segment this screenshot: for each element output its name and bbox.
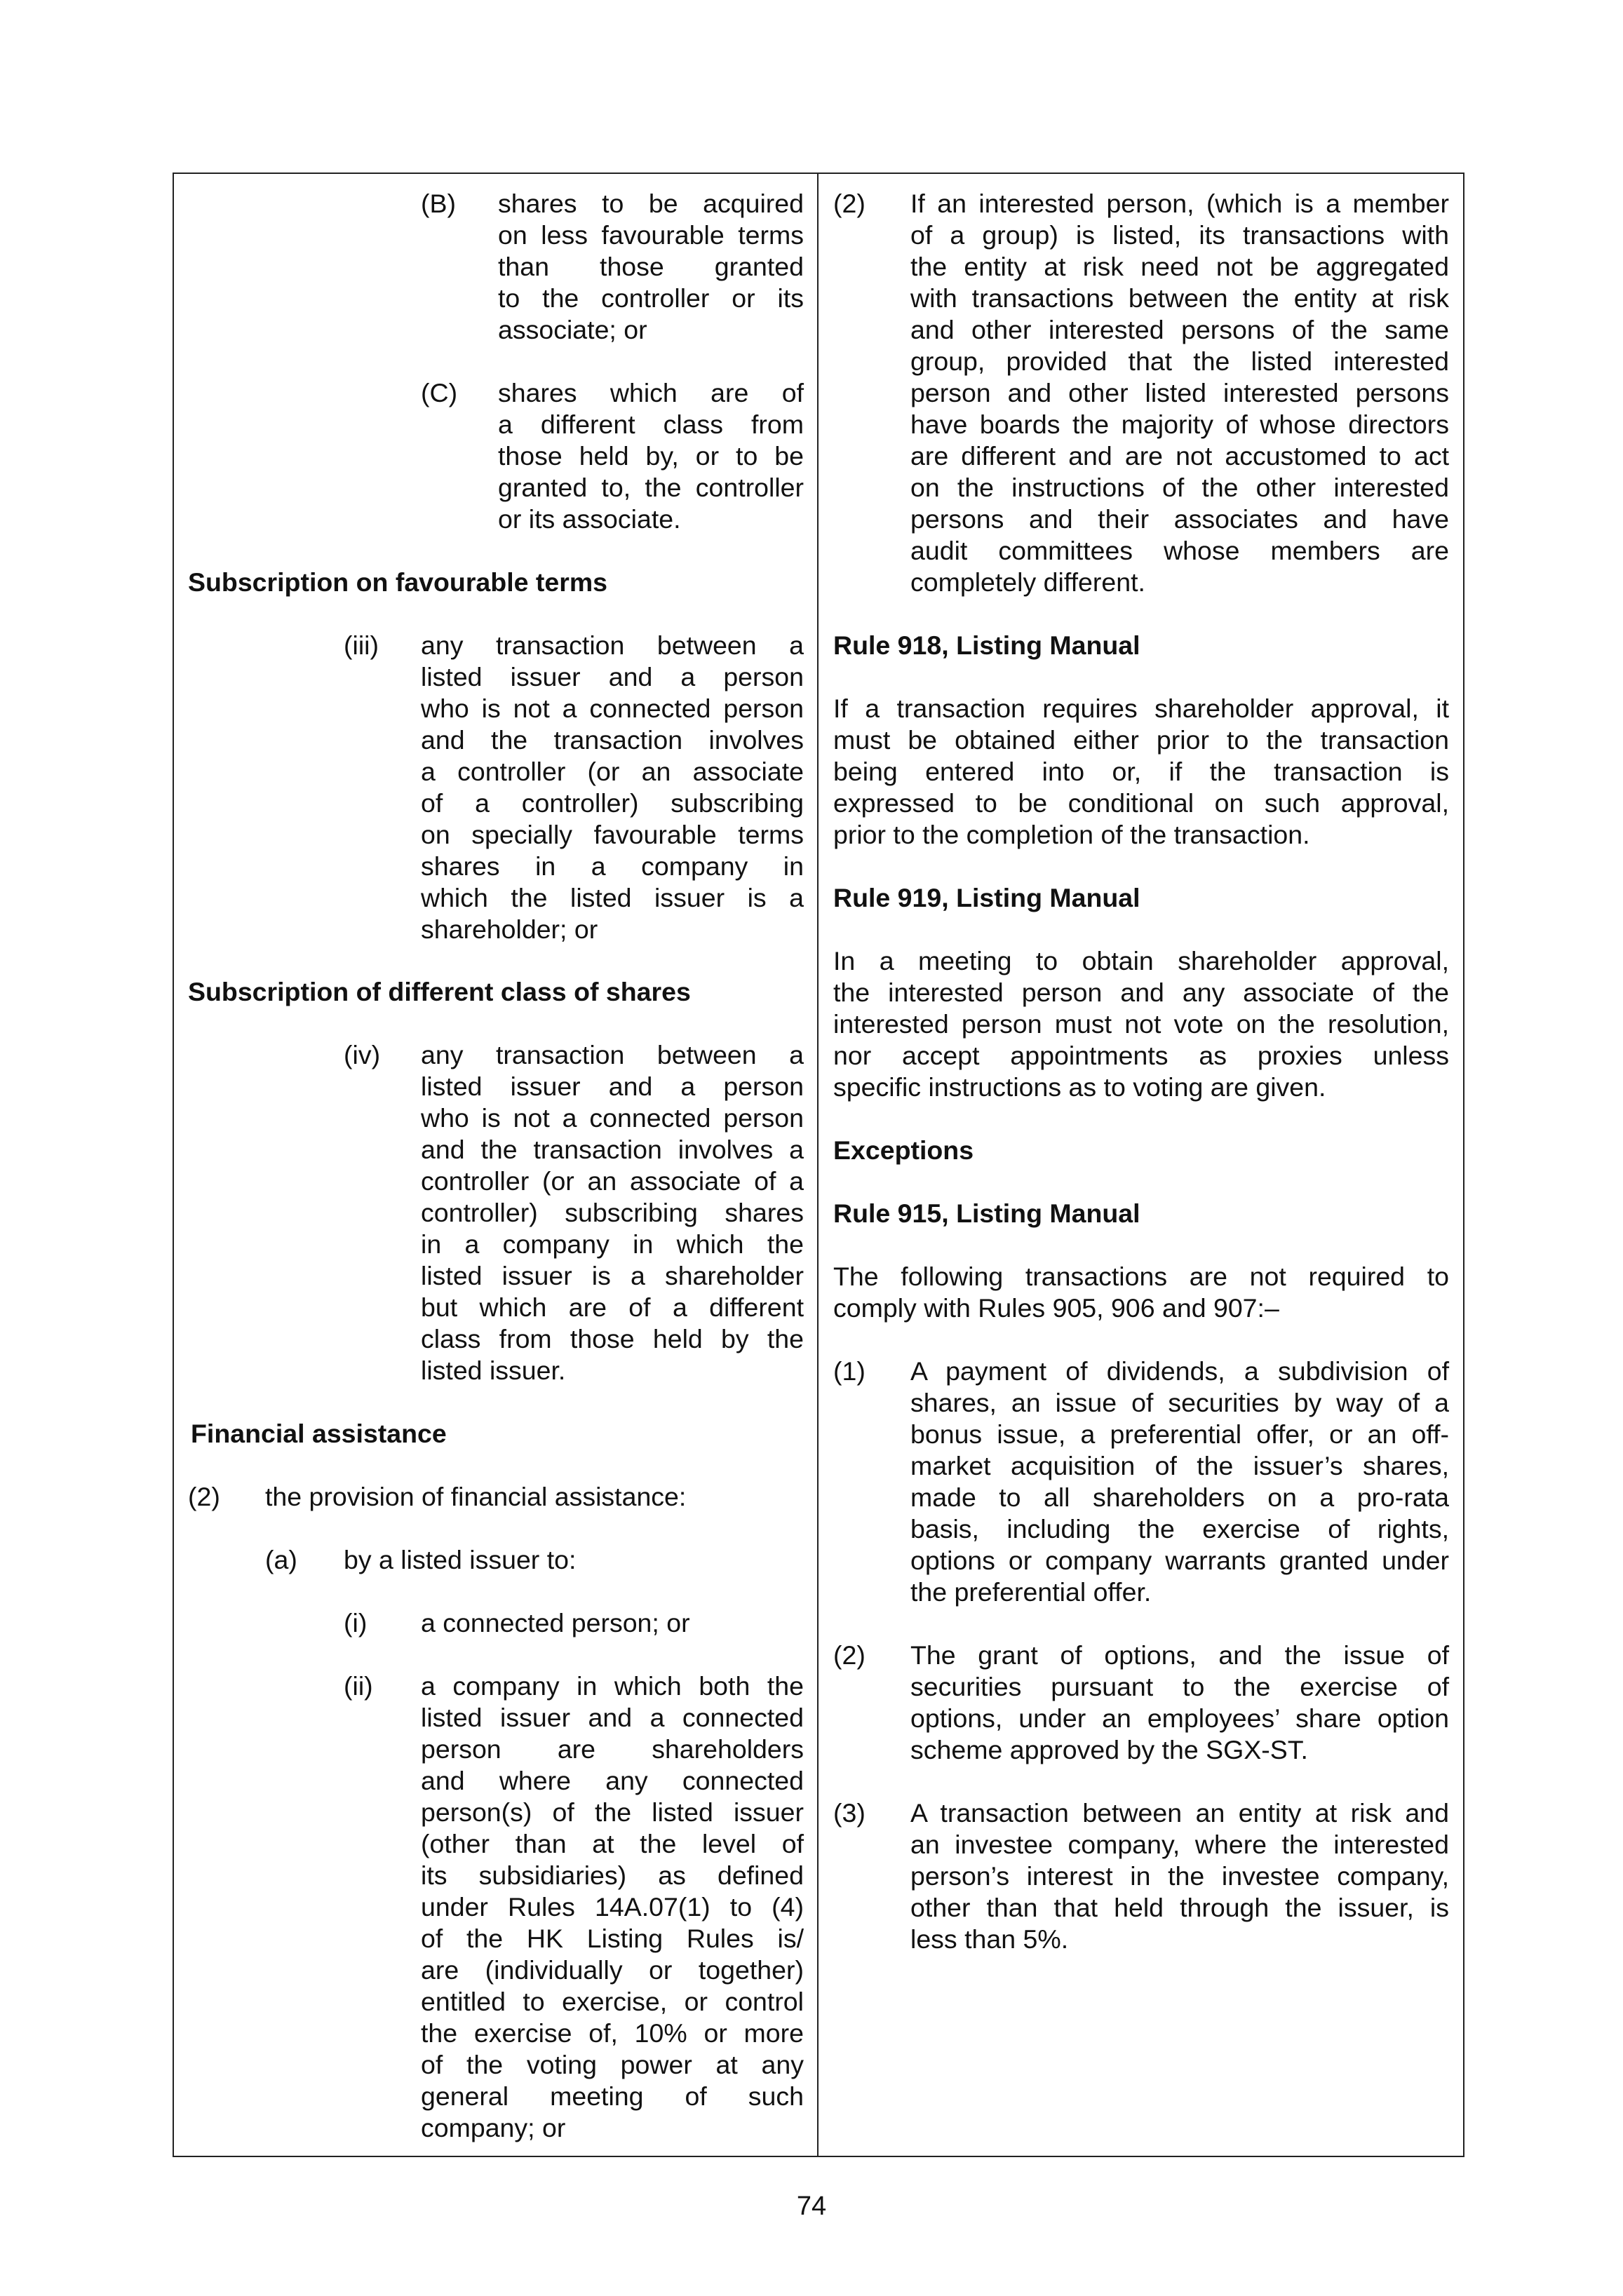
- heading-exceptions: Exceptions: [833, 1135, 974, 1165]
- item-a-text: by a listed issuer to:: [344, 1545, 577, 1574]
- text-line: shares which are of: [498, 378, 804, 407]
- text-line: entitled to exercise, or control: [421, 1987, 804, 2016]
- text-line: associate; or: [498, 315, 647, 344]
- item-ii-marker: (ii): [344, 1671, 373, 1701]
- text-line: have boards the majority of whose directors: [910, 410, 1449, 439]
- text-line: in a company in which the: [421, 1229, 804, 1259]
- text-line: basis, including the exercise of rights,: [910, 1514, 1449, 1544]
- text-line: the preferential offer.: [910, 1577, 1152, 1607]
- text-line: being entered into or, if the transaction is: [833, 757, 1449, 786]
- text-line: shareholder; or: [421, 914, 598, 944]
- heading-rule-915: Rule 915, Listing Manual: [833, 1198, 1140, 1228]
- text-line: of a controller) subscribing: [421, 788, 804, 818]
- text-line: shares, an issue of securities by way of a: [910, 1388, 1449, 1417]
- text-line: listed issuer and a person: [421, 662, 804, 691]
- text-line: which the listed issuer is a: [421, 883, 804, 912]
- item-iii-marker: (iii): [344, 630, 379, 660]
- text-line: scheme approved by the SGX-ST.: [910, 1735, 1308, 1764]
- text-line: to the controller or its: [498, 283, 804, 313]
- text-line: a controller (or an associate: [421, 757, 804, 786]
- text-line: person and other listed interested persons: [910, 378, 1449, 407]
- text-line: but which are of a different: [421, 1292, 804, 1322]
- text-line: and the transaction involves: [421, 725, 804, 755]
- text-line: prior to the completion of the transaction.: [833, 820, 1310, 849]
- text-line: on specially favourable terms: [421, 820, 804, 849]
- rule-915-paragraph: [833, 1261, 1449, 1324]
- text-line: nor accept appointments as proxies unless: [833, 1041, 1449, 1070]
- text-line: an investee company, where the interested: [910, 1830, 1449, 1859]
- text-line: or its associate.: [498, 504, 681, 534]
- exception-1-text: [910, 1356, 1449, 1608]
- page-number: 74: [796, 2192, 827, 2221]
- text-line: If a transaction requires shareholder approval, it: [833, 694, 1449, 723]
- text-line: market acquisition of the issuer’s shares,: [910, 1451, 1449, 1480]
- text-line: controller) subscribing shares: [421, 1198, 804, 1227]
- text-line: a different class from: [498, 410, 804, 439]
- item-2-text: the provision of financial assistance:: [265, 1482, 687, 1511]
- text-line: under Rules 14A.07(1) to (4): [421, 1892, 804, 1922]
- item-a-marker: (a): [265, 1545, 297, 1574]
- text-line: person(s) of the listed issuer: [421, 1797, 804, 1827]
- item-iv-marker: (iv): [344, 1040, 381, 1069]
- item-2-marker: (2): [188, 1482, 220, 1511]
- text-line: any transaction between a: [421, 1040, 804, 1069]
- text-line: listed issuer and a connected: [421, 1703, 804, 1732]
- text-line: shares to be acquired: [498, 189, 804, 218]
- text-line: who is not a connected person: [421, 694, 804, 723]
- text-line: If an interested person, (which is a member: [910, 189, 1449, 218]
- text-line: company; or: [421, 2113, 566, 2142]
- text-line: the entity at risk need not be aggregated: [910, 252, 1449, 281]
- exception-3-text: [910, 1797, 1449, 1955]
- text-line: listed issuer.: [421, 1356, 566, 1385]
- heading-rule-918: Rule 918, Listing Manual: [833, 630, 1140, 660]
- text-line: class from those held by the: [421, 1324, 804, 1353]
- text-line: any transaction between a: [421, 630, 804, 660]
- text-line: made to all shareholders on a pro-rata: [910, 1483, 1449, 1512]
- text-line: audit committees whose members are: [910, 536, 1449, 565]
- text-line: than those granted: [498, 252, 804, 281]
- text-line: The following transactions are not required to: [833, 1262, 1449, 1291]
- text-line: securities pursuant to the exercise of: [910, 1672, 1449, 1701]
- text-line: A payment of dividends, a subdivision of: [910, 1356, 1449, 1386]
- text-line: interested person must not vote on the resolution,: [833, 1009, 1449, 1039]
- text-line: on less favourable terms: [498, 220, 804, 250]
- exception-2-text: [910, 1640, 1449, 1766]
- rule-918-paragraph: [833, 693, 1449, 851]
- item-iv-text: [421, 1039, 804, 1386]
- text-line: controller (or an associate of a: [421, 1166, 804, 1196]
- text-line: the exercise of, 10% or more: [421, 2018, 804, 2048]
- text-line: persons and their associates and have: [910, 504, 1449, 534]
- text-line: on the instructions of the other interested: [910, 473, 1449, 502]
- text-line: listed issuer is a shareholder: [421, 1261, 804, 1290]
- text-line: are different and are not accustomed to act: [910, 441, 1449, 471]
- text-line: listed issuer and a person: [421, 1072, 804, 1101]
- text-line: those held by, or to be: [498, 441, 804, 471]
- text-line: its subsidiaries) as defined: [421, 1861, 804, 1890]
- text-line: person’s interest in the investee company,: [910, 1861, 1449, 1891]
- heading-rule-919: Rule 919, Listing Manual: [833, 883, 1140, 912]
- text-line: A transaction between an entity at risk and: [910, 1798, 1449, 1828]
- exception-2-marker: (2): [833, 1640, 866, 1670]
- text-line: with transactions between the entity at risk: [910, 283, 1449, 313]
- text-line: are (individually or together): [421, 1955, 804, 1985]
- exception-3-marker: (3): [833, 1798, 866, 1828]
- item-i-marker: (i): [344, 1608, 368, 1637]
- rule-919-paragraph: [833, 945, 1449, 1103]
- text-line: specific instructions as to voting are given.: [833, 1072, 1326, 1102]
- text-line: person are shareholders: [421, 1734, 804, 1764]
- text-line: the interested person and any associate of the: [833, 978, 1449, 1007]
- text-line: of the HK Listing Rules is/: [421, 1924, 804, 1953]
- heading-subscription-different-class: Subscription of different class of shares: [188, 977, 691, 1006]
- text-line: options, under an employees’ share option: [910, 1703, 1449, 1733]
- column-divider: [817, 173, 819, 2157]
- text-line: and where any connected: [421, 1766, 804, 1795]
- text-line: completely different.: [910, 567, 1145, 597]
- right-item-2-marker: (2): [833, 189, 866, 218]
- item-b-text: [498, 188, 804, 346]
- text-line: who is not a connected person: [421, 1103, 804, 1133]
- text-line: In a meeting to obtain shareholder approval,: [833, 946, 1449, 975]
- item-ii-text: [421, 1670, 804, 2144]
- item-c-marker: (C): [421, 378, 458, 407]
- heading-financial-assistance: Financial assistance: [191, 1419, 447, 1448]
- text-line: and other interested persons of the same: [910, 315, 1449, 344]
- text-line: (other than at the level of: [421, 1829, 804, 1858]
- text-line: granted to, the controller: [498, 473, 804, 502]
- text-line: of a group) is listed, its transactions with: [910, 220, 1449, 250]
- text-line: a company in which both the: [421, 1671, 804, 1701]
- text-line: of the voting power at any: [421, 2050, 804, 2079]
- text-line: less than 5%.: [910, 1924, 1069, 1954]
- text-line: and the transaction involves a: [421, 1135, 804, 1164]
- text-line: must be obtained either prior to the transaction: [833, 725, 1449, 755]
- text-line: general meeting of such: [421, 2081, 804, 2111]
- item-i-text: a connected person; or: [421, 1608, 690, 1637]
- heading-subscription-favourable: Subscription on favourable terms: [188, 567, 608, 597]
- right-item-2-text: [910, 188, 1449, 598]
- item-b-marker: (B): [421, 189, 456, 218]
- text-line: expressed to be conditional on such approval,: [833, 788, 1449, 818]
- text-line: bonus issue, a preferential offer, or an off-: [910, 1419, 1449, 1449]
- text-line: other than that held through the issuer, is: [910, 1893, 1449, 1922]
- text-line: group, provided that the listed interested: [910, 346, 1449, 376]
- text-line: The grant of options, and the issue of: [910, 1640, 1449, 1670]
- exception-1-marker: (1): [833, 1356, 866, 1386]
- item-c-text: [498, 377, 804, 535]
- text-line: shares in a company in: [421, 851, 804, 881]
- text-line: comply with Rules 905, 906 and 907:–: [833, 1293, 1279, 1323]
- text-line: options or company warrants granted under: [910, 1546, 1449, 1575]
- item-iii-text: [421, 630, 804, 945]
